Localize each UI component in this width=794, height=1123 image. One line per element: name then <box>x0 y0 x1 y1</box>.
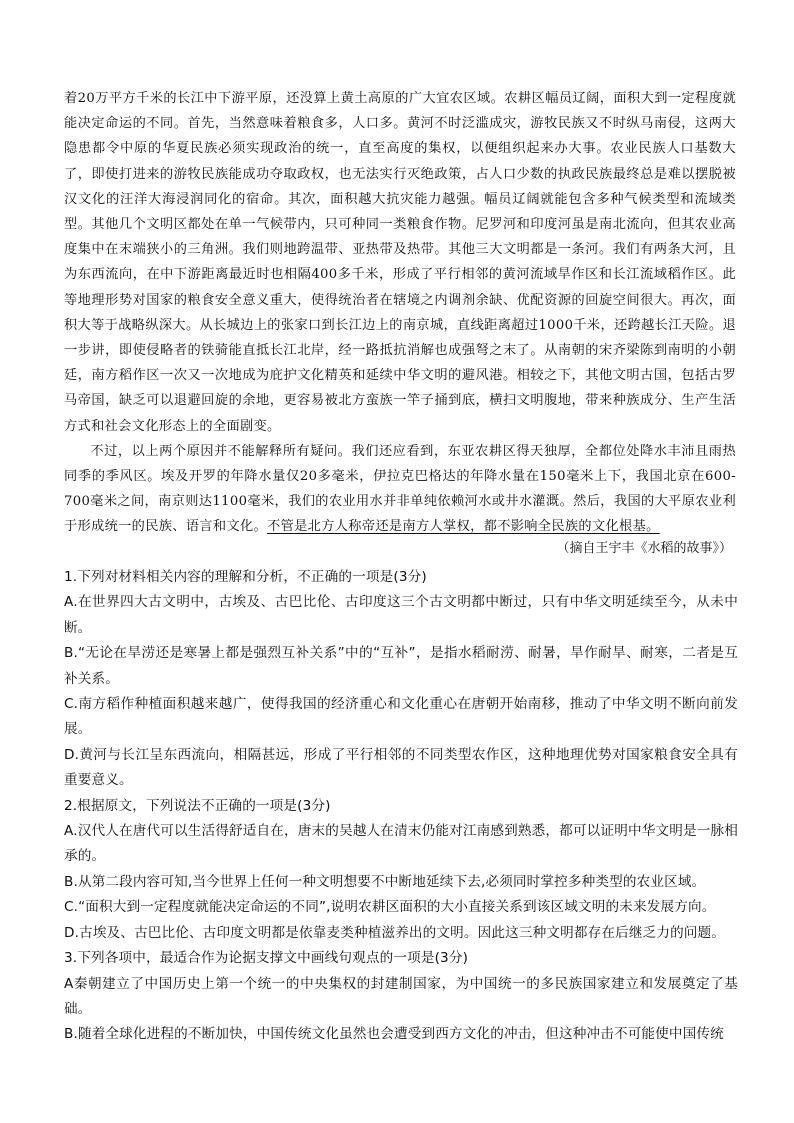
question-1-option-d: D.黄河与长江呈东西流向，相隔甚远，形成了平行相邻的不同类型农作区，这种地理优势对国家粮食安全具有重要意义。 <box>64 746 738 789</box>
question-2-option-a: A.汉代人在唐代可以生活得舒适自在，唐末的吴越人在清末仍能对江南感到熟悉，都可以证明中华文明是一脉相承的。 <box>64 823 738 865</box>
question-2-option-c: C.“面积大到一定程度就能决定命运的不同”,说明农耕区面积的大小直接关系到该区域文明的未来发展方向。 <box>64 899 716 916</box>
passage-paragraph-2 <box>64 439 736 540</box>
question-3-option-b: B.随着全球化进程的不断加快，中国传统文化虽然也会遭受到西方文化的冲击，但这种冲击不可能使中国传统 <box>64 1026 724 1043</box>
reading-passage <box>64 86 736 540</box>
passage-paragraph-1: 着20万平方千米的长江中下游平原，还没算上黄土高原的广大宜农区域。农耕区幅员辽阔，面积大到一定程度就能决定命运的不同。首先，当然意味着粮食多，人口多。黄河不时泛滥成灾，游牧民族又不时纵马南侵，这两大隐患都令中原的华夏民族必须实现政治的统一，直至高度的集权，以便组织起来办大事。农业民族人口基数大了，即使打进来的游牧民族能成功夺取政权，也无法实行灭绝政策，占人口少数的执政民族最终总是难以摆脱被汉文化的汪洋大海浸润同化的宿命。其次，面积越大抗灾能力越强。幅员辽阔就能包含多种气候类型和流域类型。其他几个文明区都处在单一气候带内，只可种同一类粮食作物。尼罗河和印度河虽是南北流向，但其农业高度集中在末端狭小的三角洲。我们则地跨温带、亚热带及热带。其他三大文明都是一条河。我们有两条大河，且为东西流向，在中下游距离最近时也相隔400多千米，形成了平行相邻的黄河流域旱作区和长江流域稻作区。此等地理形势对国家的粮食安全意义重大，使得统治者在辖境之内调剂余缺、优配资源的回旋空间很大。再次，面积大等于战略纵深大。从长城边上的张家口到长江边上的南京城，直线距离超过1000千米，还跨越长江天险。退一步讲，即使侵略者的铁骑能直抵长江北岸，经一路抵抗消解也成强弩之末了。从南朝的宋齐梁陈到南明的小朝廷，南方稻作区一次又一次地成为庇护文化精英和延续中华文明的避风港。相较之下，其他文明古国，包括古罗马帝国，缺乏可以退避回旋的余地，更容易被北方蛮族一竿子捅到底，横扫文明腹地，带来种族成分、生产生活方式和社会文化形态上的全面剧变。 <box>64 91 736 434</box>
question-1-stem: 1.下列对材料相关内容的理解和分析，不正确的一项是(3分) <box>64 569 427 585</box>
question-1-option-b: B.“无论在旱涝还是寒暑上都是强烈互补关系”中的“互补”，是指水稻耐涝、耐暑，旱作耐旱、耐寒，二者是互补关系。 <box>64 645 738 687</box>
underlined-sentence: 不管是北方人称帝还是南方人掌权，都不影响全民族的文化根基。 <box>267 519 660 535</box>
question-2-stem: 2.根据原文，下列说法不正确的一项是(3分) <box>64 797 331 814</box>
question-1-option-c: C.南方稻作种植面积越来越广，使得我国的经济重心和文化重心在唐朝开始南移，推动了中华文明不断向前发展。 <box>64 696 738 738</box>
passage-source: （摘自王宇丰《水稻的故事》） <box>556 541 732 556</box>
question-2-option-b: B.从第二段内容可知,当今世界上任何一种文明想要不中断地延续下去,必须同时掌控多种类型的农业区域。 <box>64 873 706 890</box>
question-1-option-a: A.在世界四大古文明中，古埃及、古巴比伦、古印度这三个古文明都中断过，只有中华文明延续至今，从未中断。 <box>64 594 738 636</box>
question-list <box>64 565 738 1048</box>
question-3-stem: 3.下列各项中，最适合作为论据支撑文中画线句观点的一项是(3分) <box>64 950 469 967</box>
question-3-option-a: A秦朝建立了中国历史上第一个统一的中央集权的封建制国家，为中国统一的多民族国家建立和发展奠定了基础。 <box>64 975 738 1017</box>
passage-paragraph-2-text: 不过，以上两个原因并不能解释所有疑问。我们还应看到，东亚农耕区得天独厚，全都位处降水丰沛且雨热同季的季风区。埃及开罗的年降水量仅20多毫米，伊拉克巴格达的年降水量在150毫米上下，我国北京在600-700毫米之间，南京则达1100毫米，我们的农业用水并非单纯依赖河水或井水灌溉。然后，我国的大平原农业利于形成统一的民族、语言和文化。 <box>64 443 736 535</box>
question-2-option-d: D.古埃及、古巴比伦、古印度文明都是依靠麦类种植滋养出的文明。因此这三种文明都存在后继乏力的问题。 <box>64 924 726 941</box>
